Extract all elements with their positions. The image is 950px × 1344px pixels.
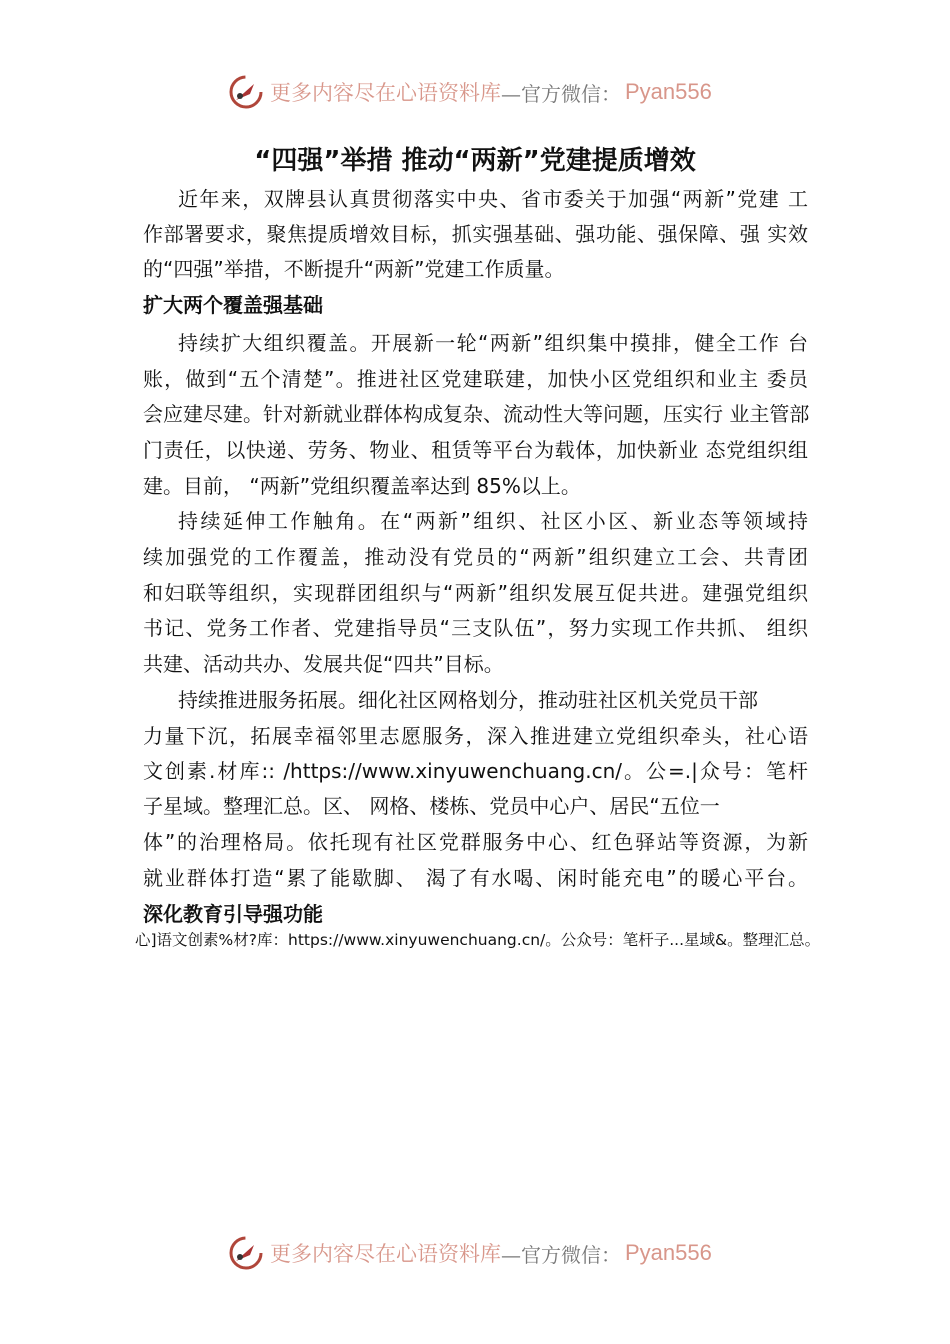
footnote: 心]语文创素%材?库：https://www.xinyuwenchuang.cn/。公众号：笔杆子...星域&。整理汇总。 xyxy=(135,931,821,949)
watermark-account: Pyan556 xyxy=(625,79,712,104)
paragraph-line: 门责任，以快递、劳务、物业、租赁等平台为载体，加快新业 态党组织组 xyxy=(143,438,808,462)
header-watermark xyxy=(228,72,728,112)
watermark-brand: 更多内容尽在心语资料库 xyxy=(270,1242,501,1266)
paragraph-line: 会应建尽建。针对新就业群体构成复杂、流动性大等问题，压实行 业主管部 xyxy=(143,402,810,426)
watermark-brand: 更多内容尽在心语资料库 xyxy=(270,81,501,105)
watermark-sep: —官方微信： xyxy=(501,1242,621,1267)
paragraph-line: 子星域。整理汇总。区、 网格、楼栋、党员中心户、居民“五位一 xyxy=(143,794,720,818)
paragraph-line: 建。目前， “两新”党组织覆盖率达到 85%以上。 xyxy=(143,474,581,498)
section-heading: 深化教育引导强功能 xyxy=(143,902,323,926)
paragraph-line: 就业群体打造“累了能歇脚、 渴了有水喝、闲时能充电”的暖心平台。 xyxy=(143,866,808,890)
paragraph-line: 和妇联等组织，实现群团组织与“两新”组织发展互促共进。建强党组织 xyxy=(143,581,808,605)
paragraph-line: 体”的治理格局。依托现有社区党群服务中心、红色驿站等资源，为新 xyxy=(143,830,808,854)
quill-logo-icon xyxy=(228,1235,264,1271)
paragraph-line: 作部署要求，聚焦提质增效目标，抓实强基础、强功能、强保障、强 实效 xyxy=(143,222,808,246)
watermark-sep: —官方微信： xyxy=(501,81,621,106)
paragraph-line: 的“四强”举措，不断提升“两新”党建工作质量。 xyxy=(143,257,565,281)
footer-watermark xyxy=(228,1233,728,1273)
paragraph-line: 持续扩大组织覆盖。开展新一轮“两新”组织集中摸排，健全工作 台 xyxy=(178,331,808,355)
document-title: “四强”举措 推动“两新”党建提质增效 xyxy=(254,146,696,176)
quill-logo-icon xyxy=(228,74,264,110)
paragraph-line: 续加强党的工作覆盖，推动没有党员的“两新”组织建立工会、共青团 xyxy=(143,545,808,569)
paragraph-line: 账，做到“五个清楚”。推进社区党建联建，加快小区党组织和业主 委员 xyxy=(143,367,808,391)
paragraph-line: 文创素.材库:: /https://www.xinyuwenchuang.cn/。公=.|众号：笔杆 xyxy=(143,759,808,783)
paragraph-line: 力量下沉，拓展幸福邻里志愿服务，深入推进建立党组织牵头，社心语 xyxy=(143,724,808,748)
section-heading: 扩大两个覆盖强基础 xyxy=(143,293,323,317)
paragraph-line: 持续延伸工作触角。在“两新”组织、社区小区、新业态等领域持 xyxy=(178,509,808,533)
paragraph-line: 持续推进服务拓展。细化社区网格划分，推动驻社区机关党员干部 xyxy=(178,688,758,712)
paragraph-line: 共建、活动共办、发展共促“四共”目标。 xyxy=(143,652,504,676)
paragraph-line: 书记、党务工作者、党建指导员“三支队伍”，努力实现工作共抓、 组织 xyxy=(143,616,808,640)
paragraph-line: 近年来，双牌县认真贯彻落实中央、省市委关于加强“两新”党建 工 xyxy=(178,187,808,211)
watermark-account: Pyan556 xyxy=(625,1240,712,1265)
